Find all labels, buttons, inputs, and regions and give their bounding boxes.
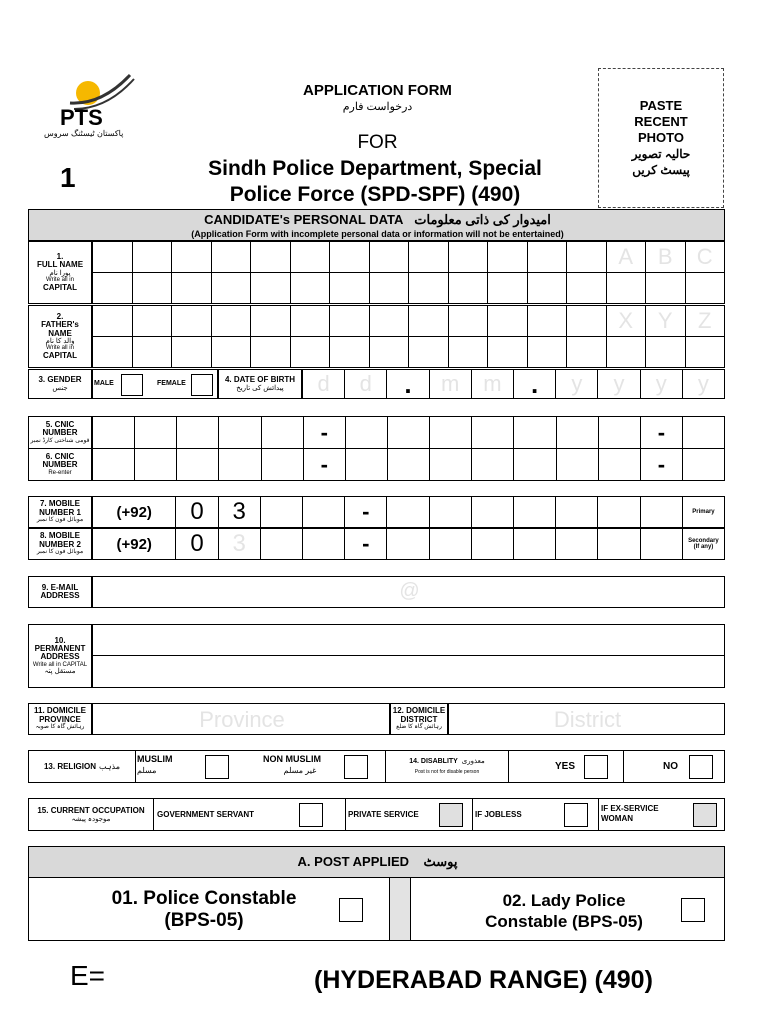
cnic-reenter-input[interactable] [92,448,725,481]
mobile-digit: 3 [219,497,261,527]
dob-cell[interactable]: m [472,370,514,398]
input-cell[interactable] [556,529,598,559]
input-cell[interactable] [599,417,641,448]
domicile-province-label: 11. DOMICILE PROVINCE رہائش گاہ کا صوبہ [28,703,92,735]
dob-cell[interactable]: m [430,370,472,398]
input-cell[interactable] [212,337,252,367]
logo-text: PTS [60,105,103,130]
post-applied-header [28,846,725,878]
input-cell[interactable] [683,417,724,448]
input-cell[interactable] [262,449,304,480]
religion-row [28,750,725,783]
personal-title: CANDIDATE's PERSONAL DATA [204,212,404,227]
post-options [28,877,725,941]
email-input[interactable] [92,576,725,608]
input-cell[interactable] [172,273,212,303]
private-service-label: PRIVATE SERVICE [348,810,419,819]
photo-line: PHOTO [638,130,684,145]
footer-range: (HYDERABAD RANGE) (490) [314,966,653,994]
gender-female-label: FEMALE [157,380,186,387]
input-cell[interactable] [219,417,261,448]
input-cell[interactable] [346,417,388,448]
disability-no-checkbox[interactable] [689,755,713,779]
personal-note: (Application Form with incomplete personal data or information will not be entertained) [191,229,564,239]
cnic-label: 5. CNIC NUMBER قومی شناختی کارڈ نمبر [28,416,92,449]
jobless-label: IF JOBLESS [475,810,522,819]
domicile-province-input[interactable] [92,703,390,735]
email-at: @ [399,580,420,602]
disability-label: 14. DISABLITY معذوری Post is not for disable person [385,751,509,782]
dob-cell[interactable]: y [598,370,640,398]
father-name-row-2[interactable] [92,336,725,368]
input-cell[interactable] [683,449,724,480]
for-label: FOR [357,132,398,153]
input-cell[interactable] [346,449,388,480]
input-cell[interactable] [567,242,607,272]
dob-label: 4. DATE OF BIRTH پیدائش کی تاریخ [218,369,302,399]
photo-line: پیسٹ کریں [632,163,690,177]
dept-line-2: Police Force (SPD-SPF) (490) [229,183,521,206]
religion-label: 13. RELIGION مذہب [29,751,136,782]
input-cell[interactable] [291,242,331,272]
input-cell[interactable] [251,337,291,367]
mobile-digit: 0 [176,497,218,527]
dob-separator: . [514,370,556,398]
disability-yes-checkbox[interactable] [584,755,608,779]
input-cell[interactable] [409,337,449,367]
input-cell[interactable] [488,273,528,303]
input-cell[interactable] [172,337,212,367]
input-cell[interactable] [133,242,173,272]
input-cell[interactable] [599,449,641,480]
cnic-dash: - [641,449,683,480]
input-cell[interactable] [641,497,683,527]
input-cell[interactable] [488,242,528,272]
input-cell[interactable] [93,306,133,336]
cnic-dash: - [304,417,346,448]
mobile-digit: 3 [219,529,261,559]
ex-service-checkbox[interactable] [693,803,717,827]
input-cell[interactable] [370,306,410,336]
input-cell[interactable] [409,273,449,303]
input-cell[interactable] [93,417,135,448]
input-cell[interactable] [262,417,304,448]
cnic-reenter-label: 6. CNIC NUMBER Re-enter [28,448,92,481]
gov-servant-label: GOVERNMENT SERVANT [157,810,255,819]
input-cell[interactable] [514,529,556,559]
input-cell[interactable] [251,242,291,272]
input-cell[interactable] [488,337,528,367]
input-cell[interactable] [251,273,291,303]
photo-line: PASTE [639,98,683,113]
full-name-row-2[interactable] [92,272,725,304]
input-cell[interactable] [607,273,647,303]
input-cell[interactable] [528,306,568,336]
post-divider [389,878,411,940]
dob-separator: . [387,370,429,398]
ghost-letter: Y [646,306,686,336]
private-service-checkbox[interactable] [439,803,463,827]
input-cell[interactable] [330,337,370,367]
disability-yes-label: YES [555,761,576,772]
address-label: 10. PERMANENT ADDRESS Write all in CAPITAL مستقل پتہ [28,624,92,688]
input-cell[interactable] [291,337,331,367]
input-cell[interactable] [177,417,219,448]
input-cell[interactable] [409,306,449,336]
input-cell[interactable] [212,306,252,336]
input-cell[interactable] [387,497,429,527]
input-cell[interactable] [291,273,331,303]
input-cell[interactable] [686,273,725,303]
mobile-digit: 0 [176,529,218,559]
input-cell[interactable] [449,306,489,336]
mobile-dash: - [345,529,387,559]
personal-data-header [28,209,725,241]
input-cell[interactable] [251,306,291,336]
occupation-label: 15. CURRENT OCCUPATION موجودہ پیشہ [29,799,154,830]
dob-cell[interactable]: d [345,370,387,398]
non-muslim-checkbox[interactable] [344,755,368,779]
input-cell[interactable] [528,273,568,303]
input-cell[interactable] [686,337,725,367]
gender-area [92,369,218,399]
dob-cell[interactable]: y [641,370,683,398]
dob-input[interactable] [302,369,725,399]
post-option-1-label: 01. Police Constable (BPS-05) [111,888,297,931]
input-cell[interactable] [370,242,410,272]
input-cell[interactable] [430,497,472,527]
ghost-letter: C [696,244,713,269]
input-cell[interactable] [557,449,599,480]
primary-label: Primary [692,509,715,515]
domicile-district-label: 12. DOMICILE DISTRICT رہائش گاہ کا ضلع [390,703,448,735]
input-cell[interactable] [172,242,212,272]
input-cell[interactable] [449,273,489,303]
input-cell[interactable] [133,306,173,336]
dob-cell[interactable]: y [556,370,598,398]
photo-line: RECENT [634,114,688,129]
input-cell[interactable] [430,417,472,448]
gov-servant-checkbox[interactable] [299,803,323,827]
input-cell[interactable] [387,529,429,559]
logo-urdu: پاکستان ٹیسٹنگ سروس [44,129,124,138]
input-cell[interactable] [370,273,410,303]
input-cell[interactable] [641,529,683,559]
mobile-dash: - [345,497,387,527]
country-code: (+92) [93,529,176,559]
ex-service-label: IF EX-SERVICE WOMAN [601,804,659,823]
muslim-label: MUSLIM مسلم [137,754,173,775]
input-cell[interactable] [261,497,303,527]
input-cell[interactable] [430,529,472,559]
input-cell[interactable] [567,273,607,303]
disability-no-label: NO [663,761,678,772]
input-cell[interactable] [472,497,514,527]
full-name-row-1[interactable] [92,241,725,273]
footer-code: E= [70,960,106,991]
input-cell[interactable] [488,306,528,336]
input-cell[interactable] [472,529,514,559]
input-cell[interactable] [514,497,556,527]
cnic-input[interactable] [92,416,725,449]
input-cell[interactable] [172,306,212,336]
mobile-1-input[interactable] [92,496,725,528]
input-cell[interactable] [219,449,261,480]
input-cell[interactable] [567,337,607,367]
input-cell[interactable] [133,337,173,367]
input-cell[interactable] [430,449,472,480]
post-applied-title: A. POST APPLIED [297,854,410,869]
input-cell[interactable] [291,306,331,336]
province-placeholder: Province [199,707,285,732]
input-cell[interactable] [135,449,177,480]
input-cell[interactable] [528,242,568,272]
district-placeholder: District [553,707,622,732]
input-cell[interactable] [93,337,133,367]
dob-cell[interactable]: y [697,371,709,396]
input-cell[interactable] [556,497,598,527]
input-cell[interactable] [607,337,647,367]
mobile-1-label: 7. MOBILE NUMBER 1 موبائل فون کا نمبر [28,496,92,528]
input-cell[interactable] [557,417,599,448]
address-line-1[interactable] [92,624,725,656]
muslim-checkbox[interactable] [205,755,229,779]
input-cell[interactable] [330,273,370,303]
post-option-2-label: 02. Lady Police Constable (BPS-05) [485,891,643,931]
ghost-letter: X [607,306,647,336]
domicile-district-input[interactable] [448,703,725,735]
photo-line: حالیہ تصویر [631,147,691,161]
country-code: (+92) [93,497,176,527]
input-cell[interactable] [646,337,686,367]
input-cell[interactable] [528,337,568,367]
input-cell[interactable] [177,449,219,480]
input-cell[interactable] [135,417,177,448]
father-name-row-1[interactable] [92,305,725,337]
input-cell[interactable] [449,337,489,367]
app-form-urdu: درخواست فارم [342,101,413,113]
gender-male-label: MALE [94,380,114,387]
dob-cell[interactable]: d [303,370,345,398]
input-cell[interactable] [261,529,303,559]
input-cell[interactable] [133,273,173,303]
input-cell[interactable] [303,497,345,527]
input-cell[interactable] [370,337,410,367]
gender-label: 3. GENDER جنس [28,369,92,399]
ghost-letter: Z [698,308,712,333]
input-cell[interactable] [472,417,514,448]
input-cell[interactable] [514,449,556,480]
non-muslim-label: NON MUSLIM غیر مسلم [263,754,321,775]
input-cell[interactable] [93,273,133,303]
input-cell[interactable] [212,242,252,272]
input-cell[interactable] [330,242,370,272]
input-cell[interactable] [472,449,514,480]
app-form-title: APPLICATION FORM [303,82,452,99]
input-cell[interactable] [303,529,345,559]
mobile-2-label: 8. MOBILE NUMBER 2 موبائل فون کا نمبر [28,528,92,560]
post-applied-urdu: پوسٹ [423,854,458,869]
mobile-2-input[interactable] [92,528,725,560]
input-cell[interactable] [598,529,640,559]
secondary-label: Secondary (If any) [688,538,719,550]
gender-male-checkbox[interactable] [121,374,143,396]
address-line-2[interactable] [92,655,725,688]
pts-logo [44,65,142,145]
full-name-label: 1. FULL NAME پورا نام Write all in CAPITAL [28,241,92,304]
input-cell[interactable] [330,306,370,336]
input-cell[interactable] [409,242,449,272]
form-number: 1 [60,162,76,193]
cnic-dash: - [641,417,683,448]
ghost-letter: B [646,242,686,272]
dept-line-1: Sindh Police Department, Special [208,157,542,180]
email-label: 9. E-MAIL ADDRESS [28,576,92,608]
photo-box[interactable] [598,68,724,208]
jobless-checkbox[interactable] [564,803,588,827]
occupation-row [28,798,725,831]
input-cell[interactable] [449,242,489,272]
input-cell[interactable] [598,497,640,527]
ghost-letter: A [607,242,647,272]
cnic-dash: - [304,449,346,480]
input-cell[interactable] [388,417,430,448]
input-cell[interactable] [388,449,430,480]
input-cell[interactable] [93,449,135,480]
input-cell[interactable] [646,273,686,303]
input-cell[interactable] [93,242,133,272]
post-option-1-checkbox[interactable] [339,898,363,922]
post-option-2-checkbox[interactable] [681,898,705,922]
gender-female-checkbox[interactable] [191,374,213,396]
father-name-label: 2. FATHER's NAME والد کا نام Write all in CAPITAL [28,305,92,368]
input-cell[interactable] [567,306,607,336]
input-cell[interactable] [212,273,252,303]
input-cell[interactable] [514,417,556,448]
personal-title-urdu: امیدوار کی ذاتی معلومات [414,212,551,227]
